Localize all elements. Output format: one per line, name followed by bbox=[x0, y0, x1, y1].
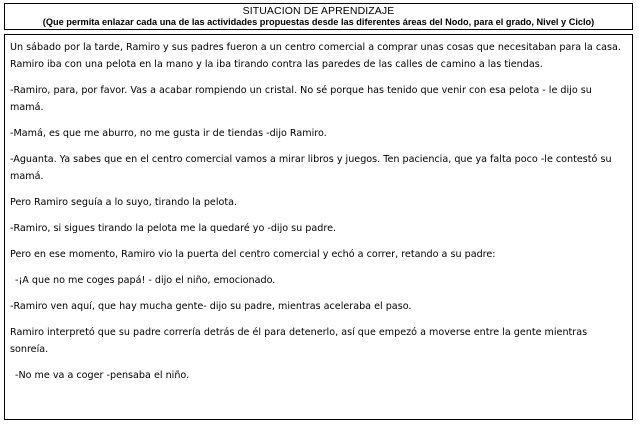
story-box bbox=[4, 34, 633, 420]
document-title: SITUACION DE APRENDIZAJE bbox=[242, 5, 395, 17]
story-paragraph-3: -Mamá, es que me aburro, no me gusta ir de tiendas -dijo Ramiro. bbox=[10, 128, 327, 139]
story-paragraph-4: -Aguanta. Ya sabes que en el centro comercial vamos a mirar libros y juegos. Ten paciencia, que ya falta poco -le contestó su mamá. bbox=[10, 154, 612, 182]
story-paragraph-6: -Ramiro, si sigues tirando la pelota me la quedaré yo -dijo su padre. bbox=[10, 223, 337, 234]
story-paragraph-11: -No me va a coger -pensaba el niño. bbox=[15, 370, 190, 381]
document-subtitle: (Que permita enlazar cada una de las actividades propuestas desde las diferentes áreas del Nodo, para el grado, Nivel y Ciclo) bbox=[42, 17, 595, 27]
header-box bbox=[4, 3, 633, 30]
story-paragraph-10: Ramiro interpretó que su padre correría detrás de él para detenerlo, así que empezó a moverse entre la gente mientras sonreía. bbox=[10, 327, 588, 355]
story-paragraph-9: -Ramiro ven aquí, que hay mucha gente- dijo su padre, mientras aceleraba el paso. bbox=[10, 301, 412, 312]
story-paragraph-2: -Ramiro, para, por favor. Vas a acabar rompiendo un cristal. No sé porque has tenido que venir con esa pelota - le dijo su mamá. bbox=[10, 85, 592, 113]
story-paragraph-7: Pero en ese momento, Ramiro vio la puerta del centro comercial y echó a correr, retando a su padre: bbox=[10, 249, 496, 260]
story-paragraph-1: Un sábado por la tarde, Ramiro y sus padres fueron a un centro comercial a comprar unas cosas que necesitaban para la casa. Ramiro iba con una pelota en la mano y la iba tirando contra las paredes de las calles de camino a las tiendas. bbox=[10, 42, 621, 70]
story-paragraph-5: Pero Ramiro seguía a lo suyo, tirando la pelota. bbox=[10, 197, 238, 208]
story-paragraph-8: -¡A que no me coges papá! - dijo el niño, emocionado. bbox=[15, 275, 276, 286]
